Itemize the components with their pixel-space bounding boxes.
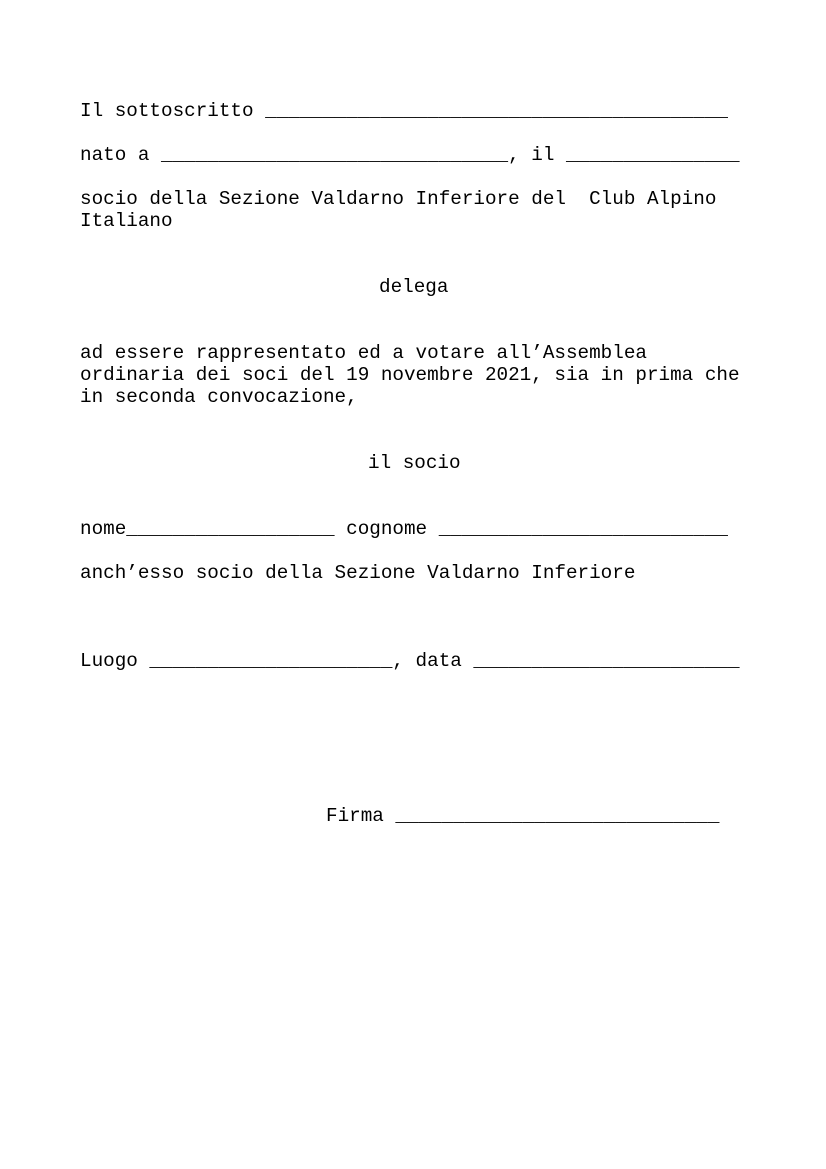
signature-line: Firma ____________________________ [326,805,720,827]
body-text-line-2: ordinaria dei soci del 19 novembre 2021, sia in prima che [80,364,740,386]
delega-heading: delega [379,276,449,298]
member-section-line-1: socio della Sezione Valdarno Inferiore del Club Alpino [80,188,717,210]
body-text-line-1: ad essere rappresentato ed a votare all’Assemblea [80,342,647,364]
il-socio-heading: il socio [368,452,461,474]
body-text-line-3: in seconda convocazione, [80,386,358,408]
birthplace-date-line: nato a ______________________________, il _______________ [80,144,740,166]
sottoscritto-line: Il sottoscritto ________________________________________ [80,100,728,122]
delegate-name-line: nome__________________ cognome _________________________ [80,518,728,540]
delegate-member-line: anch’esso socio della Sezione Valdarno Inferiore [80,562,636,584]
place-date-line: Luogo _____________________, data _______________________ [80,650,740,672]
member-section-line-2: Italiano [80,210,173,232]
